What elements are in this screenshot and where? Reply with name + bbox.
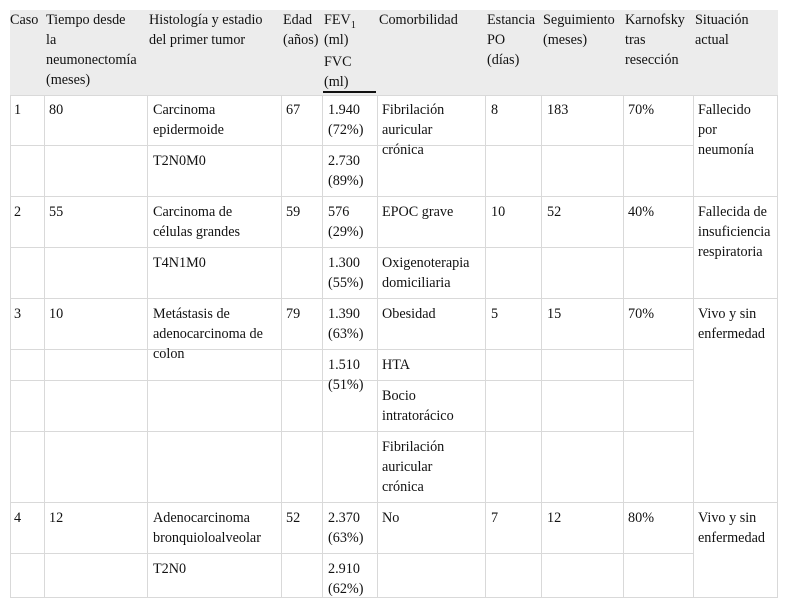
header-fev1 [324,10,356,32]
cell-caso: 4 [14,510,22,526]
cell-comorbilidad: Fibrilación [382,439,445,455]
cell-comorbilidad: auricular [382,459,433,475]
cell-histologia: Adenocarcinoma [153,510,250,526]
header-edad-line: (años) [283,32,319,48]
cell-fev1-pct: (72%) [328,122,364,138]
header-fvc-line: (ml) [324,74,349,90]
header-karnofsky-line: Karnofsky [625,12,685,28]
cell-situacion: enfermedad [698,326,765,342]
cell-fvc: 2.730 [328,153,360,169]
header-seguimiento-line: Seguimiento [543,12,615,28]
cell-histologia: Metástasis de [153,306,230,322]
cell-histologia: Carcinoma [153,102,216,118]
cell-tiempo: 80 [49,102,64,118]
cell-histologia: colon [153,346,185,362]
header-edad-line: Edad [283,12,313,28]
column-divider [322,95,323,598]
row-divider [10,247,693,248]
cell-situacion: Vivo y sin [698,306,757,322]
header-fev1-unit: (ml) [324,32,349,48]
row-divider [10,298,778,299]
cell-karnofsky: 80% [628,510,655,526]
cell-histologia: epidermoide [153,122,224,138]
cell-comorbilidad: crónica [382,142,424,158]
column-divider [147,95,148,598]
cell-situacion: por [698,122,717,138]
cell-estadio: T4N1M0 [153,255,206,271]
header-situacion-line: actual [695,32,729,48]
cell-comorbilidad: auricular [382,122,433,138]
fev-fvc-separator [323,91,376,93]
cell-estadio: T2N0 [153,561,187,577]
column-divider [541,95,542,598]
cell-histologia: bronquioloalveolar [153,530,261,546]
row-divider [10,431,693,432]
row-divider [10,349,693,350]
cell-karnofsky: 40% [628,204,655,220]
cell-seguimiento: 15 [547,306,562,322]
cell-edad: 67 [286,102,301,118]
header-karnofsky-line: resección [625,52,679,68]
cell-fev1-pct: (29%) [328,224,364,240]
cell-situacion: enfermedad [698,530,765,546]
cell-fvc-pct: (62%) [328,581,364,597]
cell-tiempo: 12 [49,510,64,526]
header-karnofsky-line: tras [625,32,646,48]
header-fvc-line: FVC [324,54,352,70]
cell-comorbilidad: HTA [382,357,411,373]
header-estancia-line: Estancia [487,12,536,28]
cell-karnofsky: 70% [628,306,655,322]
header-situacion-line: Situación [695,12,749,28]
cell-edad: 59 [286,204,301,220]
cell-fev1: 1.390 [328,306,360,322]
cell-caso: 3 [14,306,22,322]
row-divider [10,145,693,146]
row-divider [10,502,778,503]
cell-situacion: insuficiencia [698,224,771,240]
cell-estancia: 8 [491,102,499,118]
row-divider [10,95,778,96]
cell-comorbilidad: Bocio [382,388,416,404]
cell-seguimiento: 52 [547,204,562,220]
cell-comorbilidad: No [382,510,400,526]
cell-fvc-pct: (89%) [328,173,364,189]
column-divider [485,95,486,598]
cell-estancia: 7 [491,510,499,526]
header-seguimiento-line: (meses) [543,32,588,48]
column-divider [281,95,282,598]
cell-situacion: Vivo y sin [698,510,757,526]
header-tiempo-line: (meses) [46,72,91,88]
cell-comorbilidad: EPOC grave [382,204,454,220]
cell-tiempo: 55 [49,204,64,220]
cell-comorbilidad: intratorácico [382,408,454,424]
column-divider [44,95,45,598]
cell-histologia: Carcinoma de [153,204,233,220]
cell-fev1: 2.370 [328,510,360,526]
cell-tiempo: 10 [49,306,64,322]
cell-estancia: 10 [491,204,506,220]
cell-caso: 1 [14,102,22,118]
row-divider [10,597,778,598]
cell-caso: 2 [14,204,22,220]
header-fev1-subscript: 1 [350,20,356,31]
cell-estancia: 5 [491,306,499,322]
cell-fev1: 576 [328,204,350,220]
cell-histologia: adenocarcinoma de [153,326,263,342]
cell-comorbilidad: Obesidad [382,306,436,322]
cell-edad: 52 [286,510,301,526]
cell-fev1-pct: (63%) [328,530,364,546]
header-estancia-line: (días) [487,52,520,68]
cell-edad: 79 [286,306,301,322]
cell-fev1-pct: (63%) [328,326,364,342]
header-tiempo-line: neumonectomía [46,52,137,68]
row-divider [10,196,778,197]
cell-estadio: T2N0M0 [153,153,206,169]
header-histologia-line: Histología y estadio [149,12,263,28]
header-tiempo-line: la [46,32,57,48]
cell-comorbilidad: crónica [382,479,424,495]
cell-histologia: células grandes [153,224,241,240]
cell-situacion: neumonía [698,142,754,158]
column-divider [693,95,694,598]
header-fev1-label: FEV [324,12,351,28]
header-tiempo-line: Tiempo desde [46,12,126,28]
cell-fvc: 1.300 [328,255,360,271]
cell-comorbilidad: Oxigenoterapia [382,255,470,271]
column-divider [10,95,11,598]
cell-fev1: 1.940 [328,102,360,118]
row-divider [10,553,693,554]
cell-situacion: Fallecido [698,102,751,118]
header-histologia-line: del primer tumor [149,32,246,48]
column-divider [377,95,378,598]
cell-karnofsky: 70% [628,102,655,118]
cell-situacion: respiratoria [698,244,763,260]
cell-seguimiento: 12 [547,510,562,526]
header-caso: Caso [10,12,39,28]
cell-situacion: Fallecida de [698,204,767,220]
column-divider [623,95,624,598]
cell-fvc-pct: (51%) [328,377,364,393]
column-divider [777,95,778,598]
cell-comorbilidad: domiciliaria [382,275,451,291]
cell-seguimiento: 183 [547,102,569,118]
cell-fvc: 2.910 [328,561,360,577]
cell-comorbilidad: Fibrilación [382,102,445,118]
header-comorbilidad: Comorbilidad [379,12,458,28]
cell-fvc-pct: (55%) [328,275,364,291]
cell-fvc: 1.510 [328,357,360,373]
header-estancia-line: PO [487,32,506,48]
